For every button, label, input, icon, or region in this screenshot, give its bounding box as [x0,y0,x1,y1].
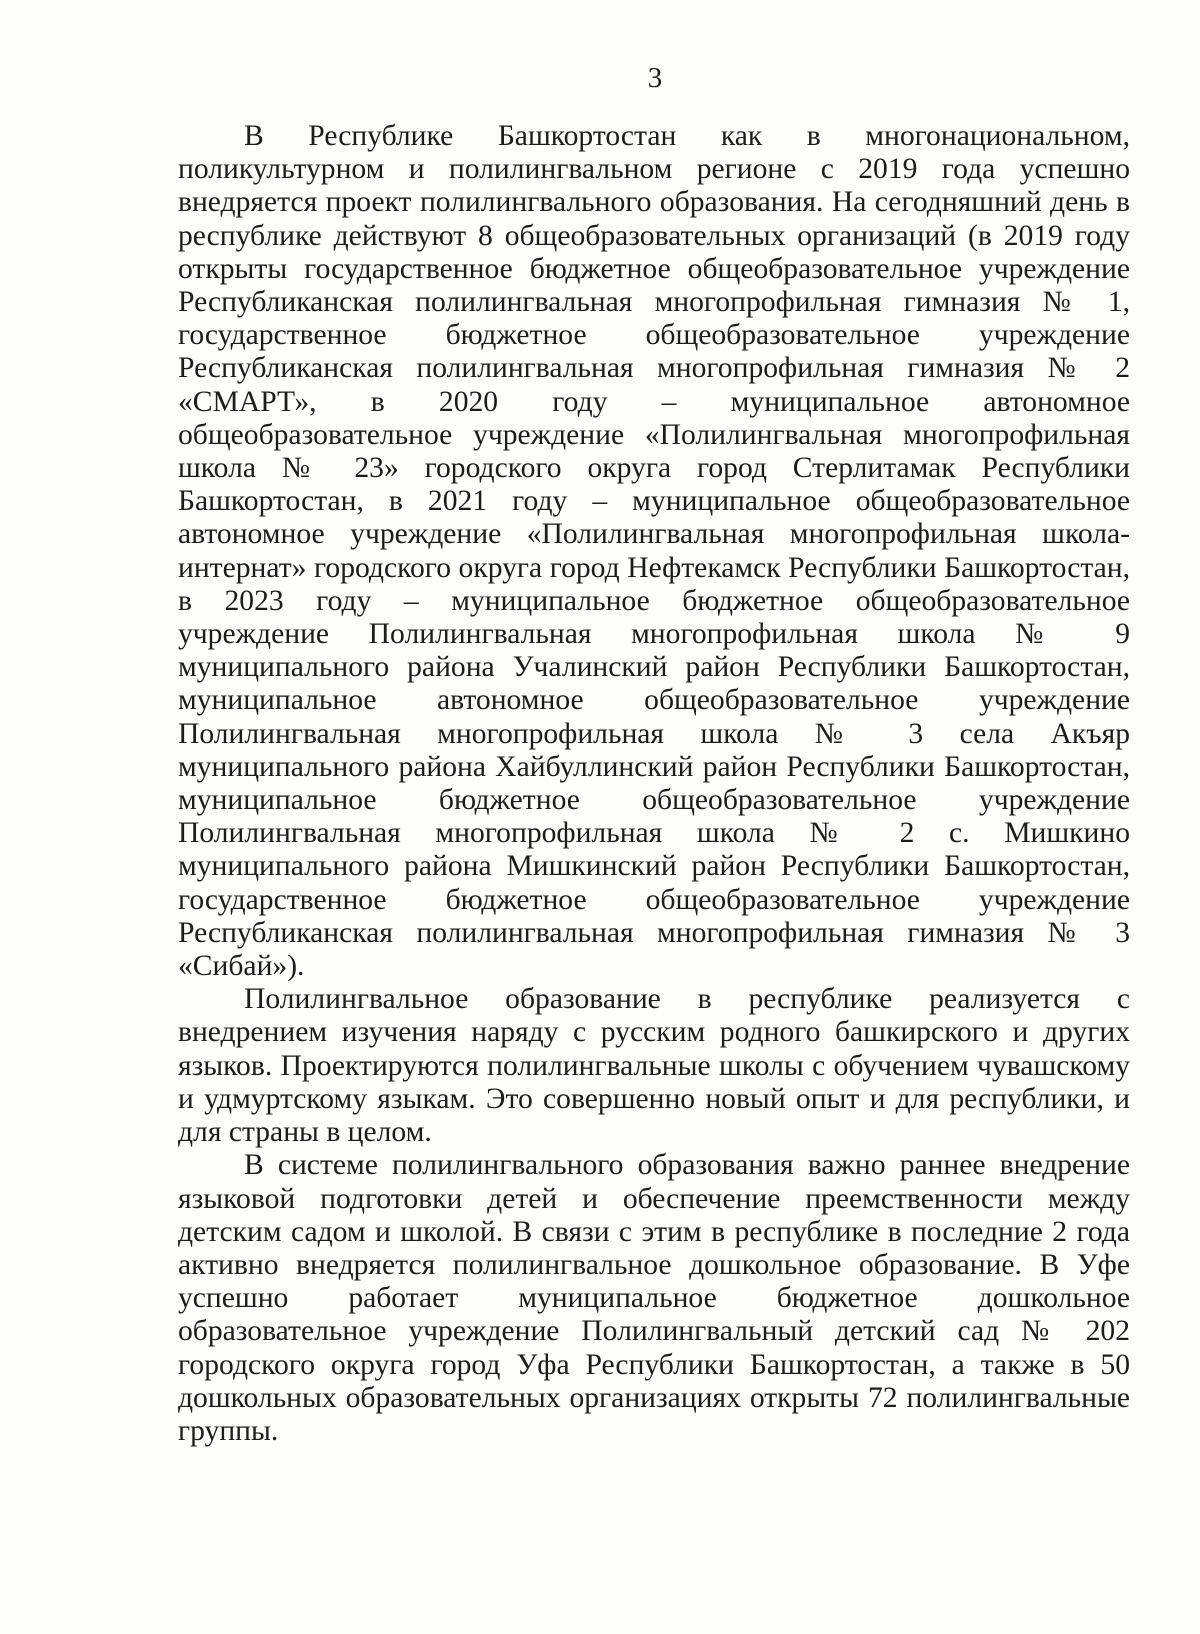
page-number: 3 [647,62,663,94]
paragraph-preschool: В системе полилингвального образования важно раннее внедрение языковой подготовки детей и обеспечение преемственности между детским садом и школой. В связи с этим в республике в последние 2 года активно внедряется полилингвальное дошкольное образование. В Уфе успешно работает муниципальное бюджетное дошкольное образовательное учреждение Полилингвальный детский сад № 202 городского округа город Уфа Республики Башкортостан, а также в 50 дошкольных образовательных организациях открыты 72 полилингвальные группы. [178,1149,1130,1447]
paragraph-languages: Полилингвальное образование в республике реализуется с внедрением изучения наряду с русским родного башкирского и других языков. Проектируются полилингвальные школы с обучением чувашскому и удмуртскому языкам. Это совершенно новый опыт и для республики, и для страны в целом. [178,983,1130,1149]
document-body [178,120,1130,1448]
paragraph-schools: В Республике Башкортостан как в многонациональном, поликультурном и полилингвальном регионе с 2019 года успешно внедряется проект полилингвального образования. На сегодняшний день в республике действуют 8 общеобразовательных организаций (в 2019 году открыты государственное бюджетное общеобразовательное учреждение Республиканская полилингвальная многопрофильная гимназия № 1, государственное бюджетное общеобразовательное учреждение Республиканская полилингвальная многопрофильная гимназия № 2 «СМАРТ», в 2020 году – муниципальное автономное общеобразовательное учреждение «Полилингвальная многопрофильная школа № 23» городского округа город Стерлитамак Республики Башкортостан, в 2021 году – муниципальное общеобразовательное автономное учреждение «Полилингвальная многопрофильная школа-интернат» городского округа город Нефтекамск Республики Башкортостан, в 2023 году – муниципальное бюджетное общеобразовательное учреждение Полилингвальная многопрофильная школа № 9 муниципального района Учалинский район Республики Башкортостан, муниципальное автономное общеобразовательное учреждение Полилингвальная многопрофильная школа № 3 села Акъяр муниципального района Хайбуллинский район Республики Башкортостан, муниципальное бюджетное общеобразовательное учреждение Полилингвальная многопрофильная школа № 2 с. Мишкино муниципального района Мишкинский район Республики Башкортостан, государственное бюджетное общеобразовательное учреждение Республиканская полилингвальная многопрофильная гимназия № 3 «Сибай»). [178,120,1130,983]
